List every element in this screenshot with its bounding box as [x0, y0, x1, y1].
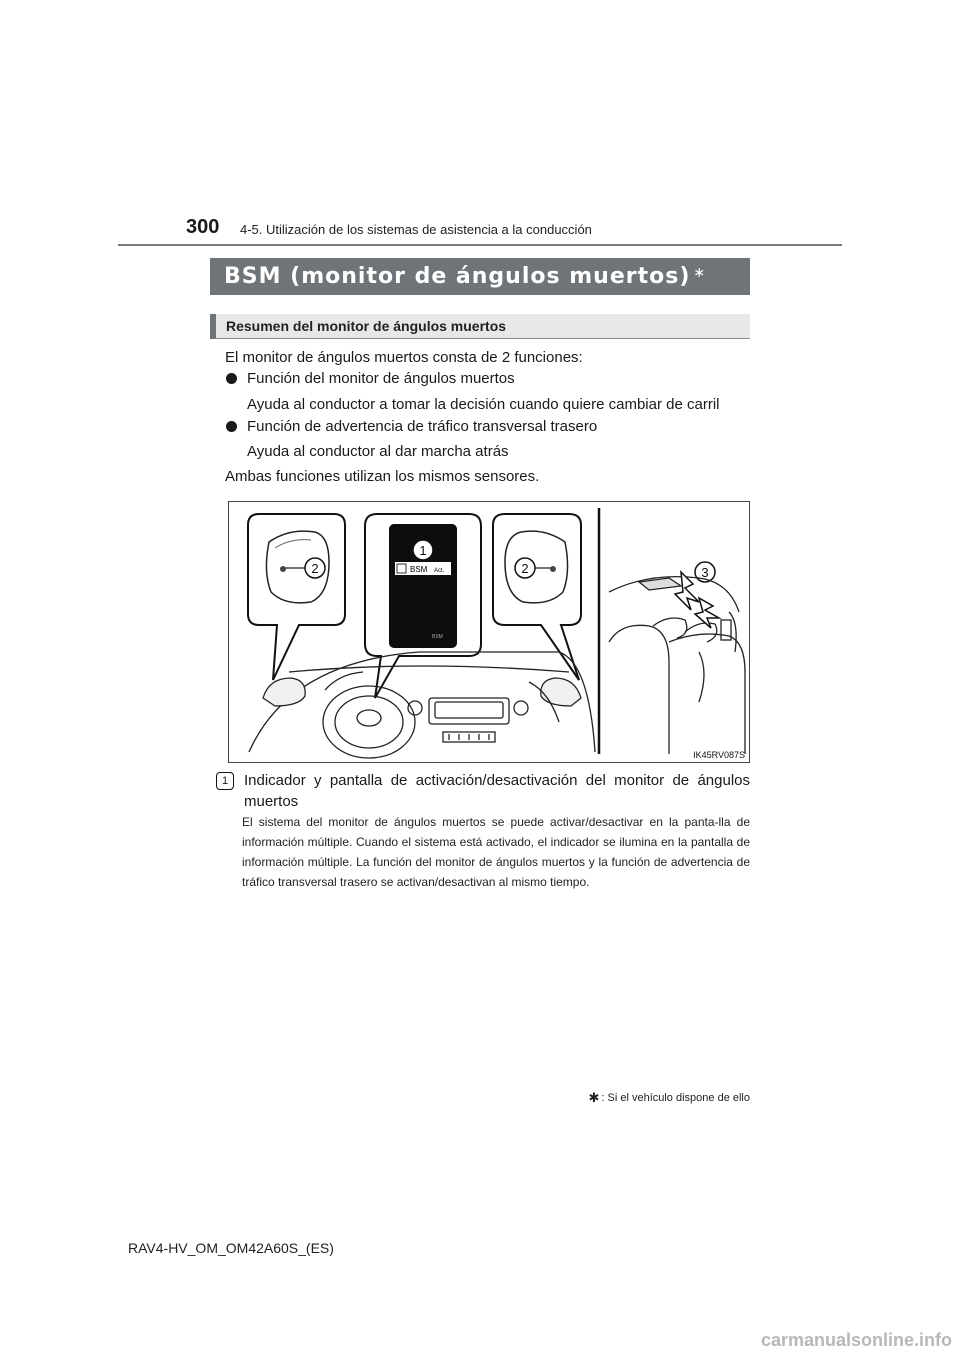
bullet-label: Función del monitor de ángulos muertos	[247, 370, 515, 387]
display-small-text: BSM	[432, 634, 443, 640]
subsection-bar	[210, 314, 750, 339]
subsection-title: Resumen del monitor de ángulos muertos	[226, 318, 507, 334]
document-code: RAV4-HV_OM_OM42A60S_(ES)	[128, 1240, 334, 1256]
bullet-dot-icon	[226, 373, 237, 384]
figure-code: IK45RV087S	[693, 750, 745, 760]
callout-number-badge: 1	[216, 772, 234, 790]
bullet-item	[226, 418, 597, 435]
subsection-marker	[210, 314, 216, 339]
left-mirror-callout	[248, 514, 345, 680]
illustration-drawing	[229, 502, 749, 762]
bullet-item	[226, 370, 515, 387]
display-bsm-text: BSM	[410, 565, 428, 574]
section-asterisk: ∗	[693, 264, 706, 280]
svg-text:3: 3	[701, 565, 709, 580]
dashboard-scene	[249, 652, 595, 758]
bullet-description: Ayuda al conductor a tomar la decisión cuando quiere cambiar de carril	[247, 396, 720, 413]
detail-paragraph: El sistema del monitor de ángulos muertos se puede activar/desactivar en la panta-lla de información múltiple. Cuando el sistema está activado, el indicador se ilumina en la pantalla de información múltiple. La función del monitor de ángulos muertos y la función de advertencia de tráfico transversal trasero se activan/desactivan al mismo tiempo.	[242, 815, 750, 889]
running-header: 4-5. Utilización de los sistemas de asistencia a la conducción	[240, 222, 592, 237]
display-act-text: Act.	[434, 568, 445, 574]
callout-badge-1	[413, 540, 433, 560]
svg-text:2: 2	[311, 561, 319, 576]
callout-badge-2-right	[515, 558, 535, 578]
header-rule	[118, 244, 842, 246]
footnote	[588, 1090, 750, 1106]
rear-seat-scene	[609, 577, 745, 754]
watermark: carmanualsonline.info	[760, 1330, 952, 1350]
page-number: 300	[186, 216, 220, 238]
footnote-star-icon: ✱	[588, 1090, 600, 1105]
section-title: BSM (monitor de ángulos muertos)	[224, 264, 691, 289]
bullet-label: Función de advertencia de tráfico transversal trasero	[247, 418, 598, 435]
svg-text:2: 2	[521, 561, 529, 576]
footnote-text: : Si el vehículo dispone de ello	[601, 1092, 750, 1104]
bullet-dot-icon	[226, 421, 237, 432]
bullet-description: Ayuda al conductor al dar marcha atrás	[247, 443, 509, 460]
section-banner	[210, 258, 750, 295]
closing-paragraph: Ambas funciones utilizan los mismos sensores.	[225, 468, 540, 485]
intro-paragraph: El monitor de ángulos muertos consta de 2 funciones:	[225, 349, 583, 366]
svg-text:1: 1	[419, 543, 427, 558]
right-mirror-callout	[493, 514, 581, 680]
callout-badge-2-left	[305, 558, 325, 578]
bsm-illustration	[228, 501, 750, 763]
callout-text: Indicador y pantalla de activación/desactivación del monitor de ángulos muertos	[244, 772, 750, 810]
callout-item	[216, 770, 750, 812]
